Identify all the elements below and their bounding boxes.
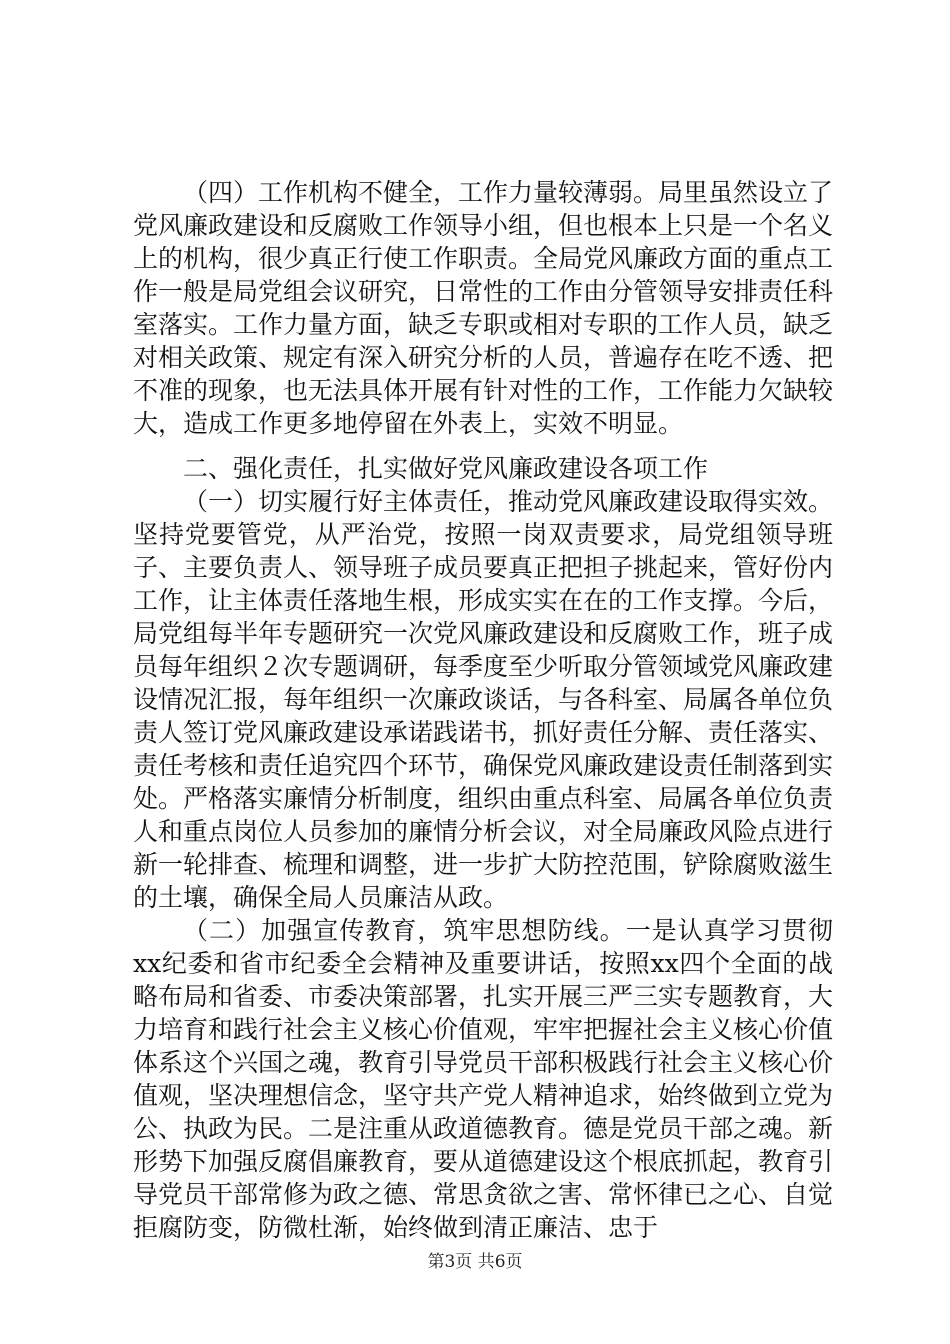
page-number-footer: 第3页 共6页 <box>427 1252 523 1272</box>
paragraph-work-organization: （四）工作机构不健全，工作力量较薄弱。局里虽然设立了党风廉政建设和反腐败工作领导小组，但也根本上只是一个名义上的机构，很少真正行使工作职责。全局党风廉政方面的重点工作一般是局党组会议研究，日常性的工作由分管领导安排责任科室落实。工作力量方面，缺乏专职或相对专职的工作人员，缺乏对相关政策、规定有深入研究分析的人员，普遍存在吃不透、把不准的现象，也无法具体开展有针对性的工作，工作能力欠缺较大，造成工作更多地停留在外表上，实效不明显。 <box>133 178 834 438</box>
paragraph-main-responsibility: （一）切实履行好主体责任，推动党风廉政建设取得实效。坚持党要管党，从严治党，按照一岗双责要求，局党组领导班子、主要负责人、领导班子成员要真正把担子挑起来，管好份内工作，让主体责任落地生根，形成实实在在的工作支撑。今后，局党组每半年专题研究一次党风廉政建设和反腐败工作，班子成员每年组织２次专题调研，每季度至少听取分管领域党风廉政建设情况汇报，每年组织一次廉政谈话，与各科室、局属各单位负责人签订党风廉政建设承诺践诺书，抓好责任分解、责任落实、责任考核和责任追究四个环节，确保党风廉政建设责任制落到实处。严格落实廉情分析制度，组织由重点科室、局属各单位负责人和重点岗位人员参加的廉情分析会议，对全局廉政风险点进行新一轮排查、梳理和调整，进一步扩大防控范围，铲除腐败滋生的土壤，确保全局人员廉洁从政。 <box>133 487 834 912</box>
section-strengthen-responsibility <box>133 452 833 1244</box>
section-shortcomings <box>133 176 833 440</box>
paragraph-publicity-education: （二）加强宣传教育，筑牢思想防线。一是认真学习贯彻xx纪委和省市纪委全会精神及重要讲话，按照xx四个全面的战略布局和省委、市委决策部署，扎实开展三严三实专题教育，大力培育和践行社会主义核心价值观，牢牢把握社会主义核心价值体系这个兴国之魂，教育引导党员干部积极践行社会主义核心价值观，坚决理想信念，坚守共产党人精神追求，始终做到立党为公、执政为民。二是注重从政道德教育。德是党员干部之魂。新形势下加强反腐倡廉教育，要从道德建设这个根底抓起，教育引导党员干部常修为政之德、常思贪欲之害、常怀律已之心、自觉拒腐防变，防微杜渐，始终做到清正廉洁、忠于 <box>133 916 834 1242</box>
section-heading: 二、强化责任，扎实做好党风廉政建设各项工作 <box>183 454 709 483</box>
